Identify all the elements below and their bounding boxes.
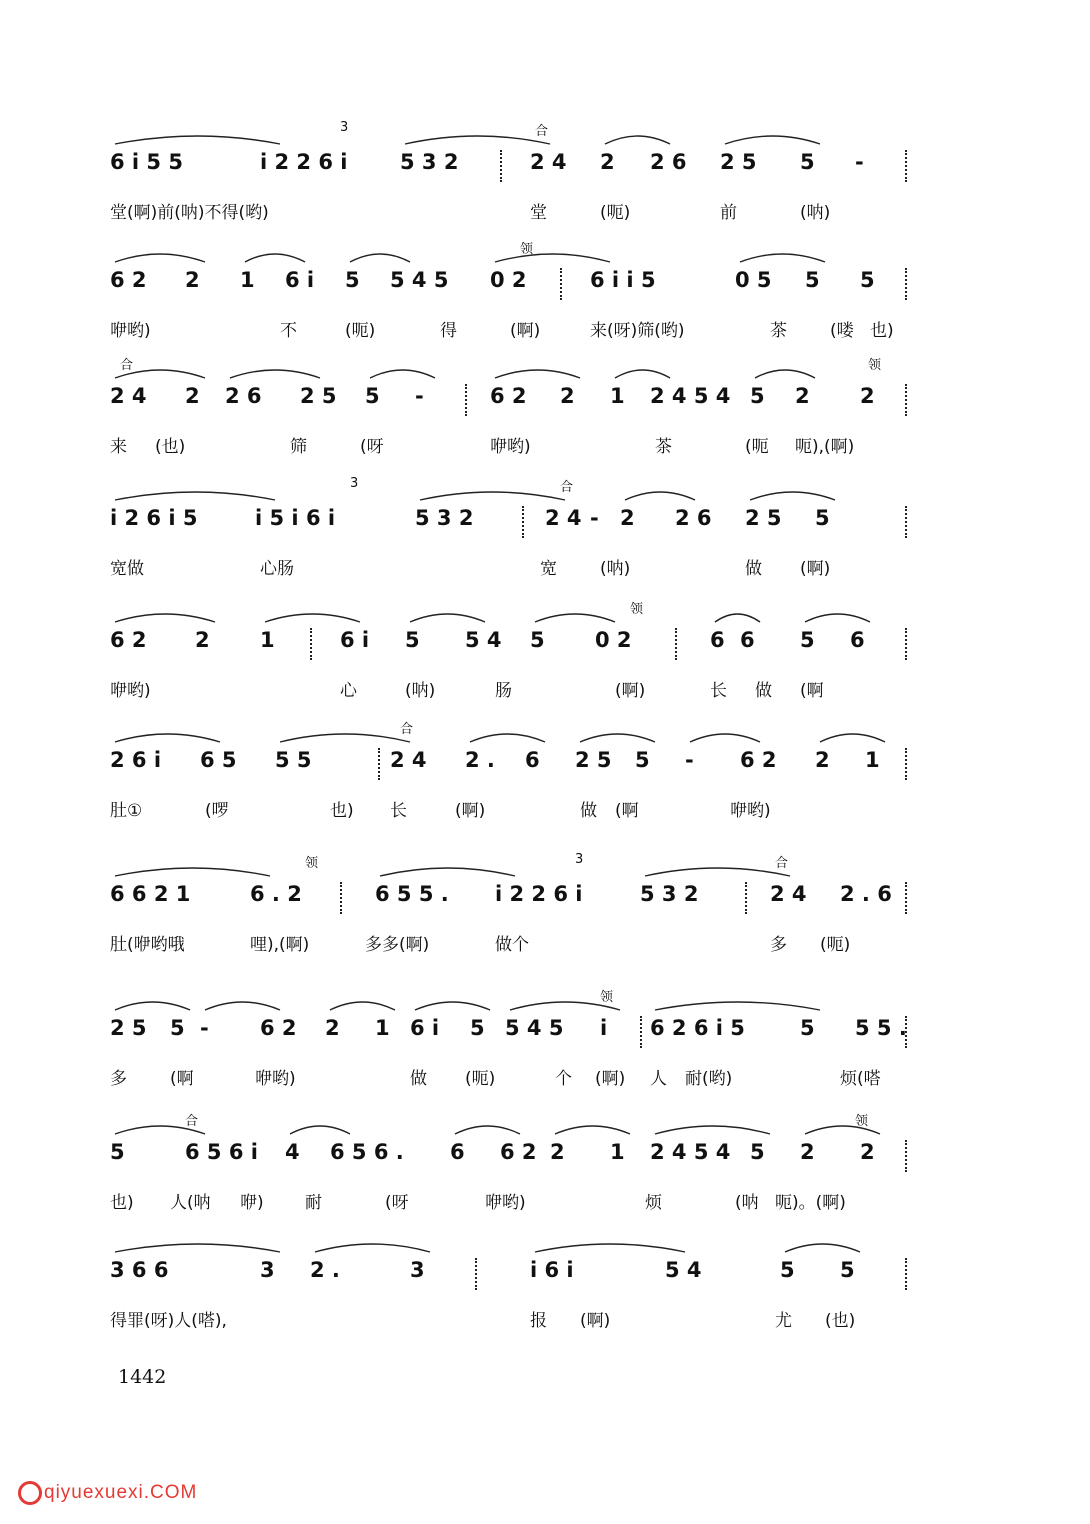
note-row	[110, 628, 930, 668]
performance-mark: 合	[560, 480, 574, 495]
note-group: 2	[185, 384, 200, 408]
slur-arc	[370, 370, 435, 378]
note-group: 5	[840, 1258, 855, 1282]
note-group: 1	[375, 1016, 390, 1040]
barline	[905, 748, 911, 780]
slur-arc	[115, 1002, 190, 1010]
lyric: (啊)	[800, 559, 831, 579]
note-group: 5	[530, 628, 545, 652]
lyric: 来(呀)筛(哟)	[590, 321, 685, 341]
note-group: 5	[405, 628, 420, 652]
lyric: 咿哟)	[110, 321, 151, 341]
note-group: 2	[560, 384, 575, 408]
note-group: 5	[800, 1016, 815, 1040]
note-group: -	[855, 150, 864, 174]
barline	[745, 882, 751, 914]
slur-arc	[415, 1002, 490, 1010]
lyric: (呃)	[820, 935, 851, 955]
slur-arc	[280, 734, 410, 742]
note-group: 2 5	[110, 1016, 147, 1040]
lyric: (呐)	[600, 559, 631, 579]
lyric: (啊)	[510, 321, 541, 341]
performance-mark: 3	[350, 476, 359, 491]
note-group: 6 5 6 i	[185, 1140, 258, 1164]
lyric: 咿哟)	[490, 437, 531, 457]
note-group: 6 6 2 1	[110, 882, 191, 906]
slur-arc	[495, 254, 610, 262]
note-group: 2	[860, 1140, 875, 1164]
note-group: i 2 2 6 i	[260, 150, 348, 174]
note-group: 2 6	[650, 150, 687, 174]
note-group: 6 i	[340, 628, 370, 652]
note-group: 2	[815, 748, 830, 772]
note-group: 6 2	[740, 748, 777, 772]
lyric: 不	[280, 321, 297, 341]
note-row	[110, 150, 930, 190]
note-group: -	[590, 506, 599, 530]
slur-arc	[820, 734, 885, 742]
slur-arc	[290, 1126, 350, 1134]
score-system	[110, 1228, 930, 1338]
lyric: (呐)	[800, 203, 831, 223]
performance-mark: 合	[400, 722, 414, 737]
performance-mark: 领	[630, 602, 644, 617]
score-system	[110, 1110, 930, 1220]
note-group: -	[685, 748, 694, 772]
note-group: 0 2	[490, 268, 527, 292]
score-system	[110, 476, 930, 586]
lyric: (喽	[830, 321, 854, 341]
lyric: (也)	[825, 1311, 856, 1331]
note-group: 1	[610, 1140, 625, 1164]
barline	[475, 1258, 481, 1290]
performance-mark: 领	[305, 856, 319, 871]
slur-arc	[750, 492, 835, 500]
note-group: 5 4 5	[390, 268, 449, 292]
note-group: 6 i	[285, 268, 315, 292]
lyric: (呀	[385, 1193, 409, 1213]
note-group: -	[200, 1016, 209, 1040]
slur-arc	[690, 734, 760, 742]
note-group: 2 4 5 4	[650, 384, 731, 408]
lyric: 咿)	[240, 1193, 264, 1213]
slur-arc	[265, 614, 360, 622]
lyric: 个	[555, 1069, 572, 1089]
note-group: 6 2	[490, 384, 527, 408]
lyric: 呃),(啊)	[795, 437, 855, 457]
note-row	[110, 748, 930, 788]
score-system	[110, 120, 930, 230]
lyric: (呐)	[405, 681, 436, 701]
note-group: 5	[800, 628, 815, 652]
note-group: 2 .	[310, 1258, 340, 1282]
barline	[310, 628, 316, 660]
slur-arc	[420, 492, 565, 500]
note-group: 2 4 5 4	[650, 1140, 731, 1164]
lyric: 做	[745, 559, 762, 579]
note-row	[110, 1016, 930, 1056]
barline	[378, 748, 384, 780]
lyric: 得	[440, 321, 457, 341]
barline	[905, 1140, 911, 1172]
note-row	[110, 1140, 930, 1180]
note-group: i 2 2 6 i	[495, 882, 583, 906]
score-system	[110, 852, 930, 962]
lyric: (啰	[205, 801, 229, 821]
lyric: 人	[650, 1069, 667, 1089]
lyric: (啊)	[615, 681, 646, 701]
note-group: 6 i i 5	[590, 268, 656, 292]
lyric: 咿哟)	[730, 801, 771, 821]
performance-mark: 3	[340, 120, 349, 135]
note-group: 6 2	[110, 268, 147, 292]
lyric: (啊)	[455, 801, 486, 821]
barline	[905, 268, 911, 300]
lyric: 宽做	[110, 559, 144, 579]
note-group: 6	[450, 1140, 465, 1164]
note-group: 5 3 2	[415, 506, 474, 530]
note-group: 2	[185, 268, 200, 292]
slur-arc	[805, 614, 870, 622]
note-row	[110, 268, 930, 308]
lyric: 做	[755, 681, 772, 701]
slur-arc	[315, 1244, 430, 1252]
lyric: 肠	[495, 681, 512, 701]
note-group: 1	[865, 748, 880, 772]
note-group: 2 4	[390, 748, 427, 772]
lyric: 咿哟)	[255, 1069, 296, 1089]
note-group: 0 5	[735, 268, 772, 292]
note-group: 6 5 5 .	[375, 882, 449, 906]
note-group: 5 3 2	[400, 150, 459, 174]
lyric: (呐	[735, 1193, 759, 1213]
note-group: 2 5	[300, 384, 337, 408]
lyric: 心肠	[260, 559, 294, 579]
slur-arc	[645, 868, 790, 876]
barline	[675, 628, 681, 660]
lyric: 得罪(呀)人(嗒),	[110, 1311, 227, 1331]
score-system	[110, 598, 930, 708]
lyric: 宽	[540, 559, 557, 579]
note-group: 6	[525, 748, 540, 772]
slur-arc	[330, 1002, 395, 1010]
note-group: 5	[860, 268, 875, 292]
lyric: 做个	[495, 935, 529, 955]
note-group: 5 3 2	[640, 882, 699, 906]
slur-arc	[535, 614, 615, 622]
slur-arc	[615, 370, 670, 378]
slur-arc	[115, 1244, 280, 1252]
note-row	[110, 506, 930, 546]
note-group: 5	[635, 748, 650, 772]
note-group: 5	[345, 268, 360, 292]
lyric: 多	[770, 935, 787, 955]
lyric: 人(呐	[170, 1193, 211, 1213]
note-group: 5	[470, 1016, 485, 1040]
slur-arc	[245, 254, 305, 262]
lyric: 做	[410, 1069, 427, 1089]
note-group: 2	[325, 1016, 340, 1040]
note-group: 2	[795, 384, 810, 408]
note-group: 6	[710, 628, 725, 652]
slur-arc	[625, 492, 695, 500]
barline	[905, 1258, 911, 1290]
slur-arc	[350, 254, 410, 262]
lyric: 前	[720, 203, 737, 223]
slur-arc	[495, 370, 580, 378]
lyric: 尤	[775, 1311, 792, 1331]
note-group: 5 4	[465, 628, 502, 652]
slur-arc	[725, 136, 820, 144]
note-row	[110, 1258, 930, 1298]
lyric: (啊	[170, 1069, 194, 1089]
barline	[465, 384, 471, 416]
slur-arc	[405, 136, 550, 144]
barline	[522, 506, 528, 538]
lyric: 茶	[770, 321, 787, 341]
note-group: 2 . 6	[840, 882, 892, 906]
lyric: 堂	[530, 203, 547, 223]
note-row	[110, 882, 930, 922]
slur-arc	[785, 1244, 860, 1252]
barline	[905, 1016, 911, 1048]
note-group: 2	[620, 506, 635, 530]
note-group: 6 5 6 .	[330, 1140, 404, 1164]
note-group: 2	[860, 384, 875, 408]
lyric: (啊)	[580, 1311, 611, 1331]
performance-mark: 合	[775, 856, 789, 871]
performance-mark: 合	[185, 1114, 199, 1129]
performance-mark: 合	[535, 124, 549, 139]
slur-arc	[470, 734, 545, 742]
score-system	[110, 986, 930, 1096]
lyric: 多	[110, 1069, 127, 1089]
lyric: 耐(哟)	[685, 1069, 733, 1089]
lyric: 茶	[655, 437, 672, 457]
slur-arc	[115, 254, 205, 262]
lyric: 报	[530, 1311, 547, 1331]
note-group: 5 5 .	[855, 1016, 907, 1040]
note-group: 2	[600, 150, 615, 174]
barline	[905, 882, 911, 914]
lyric: (啊	[615, 801, 639, 821]
lyric: 咿哟)	[485, 1193, 526, 1213]
barline	[905, 150, 911, 182]
lyric: 烦(嗒	[840, 1069, 881, 1089]
lyric: 堂(啊)前(呐)不得(哟)	[110, 203, 269, 223]
note-group: 6 i 5 5	[110, 150, 183, 174]
slur-arc	[740, 254, 825, 262]
note-group: 2 6	[675, 506, 712, 530]
performance-mark: 领	[520, 242, 534, 257]
note-group: i	[600, 1016, 608, 1040]
lyric: 呃)。(啊)	[775, 1193, 846, 1213]
lyric: 筛	[290, 437, 307, 457]
note-group: 5	[780, 1258, 795, 1282]
note-group: 6 2	[110, 628, 147, 652]
slur-arc	[655, 1126, 770, 1134]
slur-arc	[655, 1002, 820, 1010]
note-group: 6 5	[200, 748, 237, 772]
note-group: 2 4	[110, 384, 147, 408]
page-number: 1442	[118, 1366, 167, 1388]
lyric: 长	[390, 801, 407, 821]
lyric: 耐	[305, 1193, 322, 1213]
note-group: 2 5	[720, 150, 757, 174]
barline	[340, 882, 346, 914]
note-group: 1	[260, 628, 275, 652]
lyric: 也)	[110, 1193, 134, 1213]
slur-arc	[605, 136, 670, 144]
lyric: (啊	[800, 681, 824, 701]
barline	[560, 268, 566, 300]
lyric: 做	[580, 801, 597, 821]
barline	[905, 384, 911, 416]
lyric: (呀	[360, 437, 384, 457]
note-group: 1	[240, 268, 255, 292]
note-group: 5 4	[665, 1258, 702, 1282]
note-group: 2	[800, 1140, 815, 1164]
note-group: 5	[750, 1140, 765, 1164]
note-group: 3 6 6	[110, 1258, 169, 1282]
lyric: 也)	[330, 801, 354, 821]
slur-arc	[755, 370, 815, 378]
slur-arc	[115, 868, 270, 876]
barline	[905, 628, 911, 660]
lyric: (呃	[745, 437, 769, 457]
lyric: (呃)	[345, 321, 376, 341]
note-group: 5	[750, 384, 765, 408]
slur-arc	[115, 614, 215, 622]
note-group: 6 2 6 i 5	[650, 1016, 745, 1040]
lyric: 烦	[645, 1193, 662, 1213]
note-group: 5	[170, 1016, 185, 1040]
lyric: 多多(啊)	[365, 935, 430, 955]
note-group: 5	[800, 150, 815, 174]
note-group: 6 . 2	[250, 882, 302, 906]
note-group: 2 6	[225, 384, 262, 408]
note-group: 5	[365, 384, 380, 408]
note-group: 5 4 5	[505, 1016, 564, 1040]
slur-arc	[805, 1126, 880, 1134]
note-group: 2	[550, 1140, 565, 1164]
slur-arc	[455, 1126, 520, 1134]
lyric: 肚①	[110, 801, 143, 821]
note-group: 5	[110, 1140, 125, 1164]
barline	[500, 150, 506, 182]
lyric: (啊)	[595, 1069, 626, 1089]
slur-arc	[715, 614, 760, 622]
score-system	[110, 238, 930, 348]
performance-mark: 领	[855, 1114, 869, 1129]
note-group: -	[415, 384, 424, 408]
note-row	[110, 384, 930, 424]
note-group: 2 5	[745, 506, 782, 530]
note-group: 6	[850, 628, 865, 652]
slur-arc	[205, 1002, 280, 1010]
lyric: 心	[340, 681, 357, 701]
note-group: 2 4	[545, 506, 582, 530]
lyric: (呃)	[465, 1069, 496, 1089]
watermark-text: qiyuexuexi.COM	[44, 1482, 198, 1504]
score-system	[110, 354, 930, 464]
watermark	[18, 1481, 197, 1505]
barline	[640, 1016, 646, 1048]
note-group: i 6 i	[530, 1258, 574, 1282]
lyric: 肚(咿哟哦	[110, 935, 185, 955]
note-group: 6 2	[500, 1140, 537, 1164]
slur-arc	[115, 734, 220, 742]
performance-mark: 3	[575, 852, 584, 867]
note-group: 2 .	[465, 748, 495, 772]
performance-mark: 合	[120, 358, 134, 373]
note-group: 6 i	[410, 1016, 440, 1040]
note-group: 5	[805, 268, 820, 292]
slur-arc	[555, 1126, 630, 1134]
slur-arc	[380, 868, 515, 876]
performance-mark: 领	[868, 358, 882, 373]
note-group: i 2 6 i 5	[110, 506, 198, 530]
lyric: 咿哟)	[110, 681, 151, 701]
note-group: 3	[410, 1258, 425, 1282]
performance-mark: 领	[600, 990, 614, 1005]
lyric: 也)	[870, 321, 894, 341]
logo-icon	[18, 1481, 42, 1505]
lyric: 来	[110, 437, 127, 457]
note-group: 2 4	[770, 882, 807, 906]
slur-arc	[535, 1244, 685, 1252]
slur-arc	[115, 492, 275, 500]
barline	[905, 506, 911, 538]
slur-arc	[580, 734, 655, 742]
slur-arc	[115, 136, 280, 144]
note-group: 4	[285, 1140, 300, 1164]
note-group: 6 2	[260, 1016, 297, 1040]
note-group: 2	[195, 628, 210, 652]
note-group: 1	[610, 384, 625, 408]
note-group: 5 5	[275, 748, 312, 772]
note-group: i 5 i 6 i	[255, 506, 336, 530]
note-group: 2 5	[575, 748, 612, 772]
slur-arc	[410, 614, 485, 622]
lyric: 长	[710, 681, 727, 701]
lyric: (呃)	[600, 203, 631, 223]
slur-arc	[230, 370, 320, 378]
score-system	[110, 718, 930, 828]
note-group: 6	[740, 628, 755, 652]
note-group: 2 6 i	[110, 748, 162, 772]
note-group: 3	[260, 1258, 275, 1282]
lyric: (也)	[155, 437, 186, 457]
note-group: 0 2	[595, 628, 632, 652]
note-group: 5	[815, 506, 830, 530]
lyric: 哩),(啊)	[250, 935, 310, 955]
note-group: 2 4	[530, 150, 567, 174]
